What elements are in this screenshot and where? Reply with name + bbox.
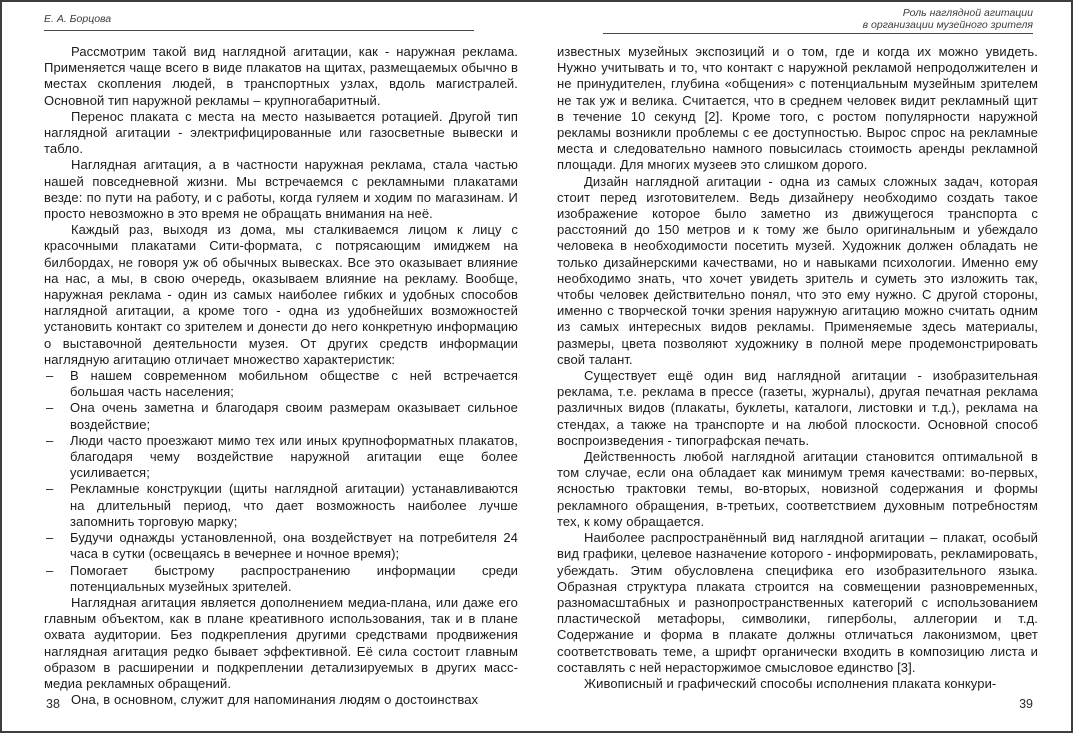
bullet-dash: – — [46, 368, 54, 384]
bullet-text: В нашем современном мобильном обществе с ней встречается большая часть населения; — [70, 368, 518, 400]
bullet-item — [44, 400, 518, 432]
bullet-item — [44, 563, 518, 595]
bullet-item — [44, 530, 518, 562]
page-number-left: 38 — [46, 697, 60, 711]
running-head-title-line1: Роль наглядной агитации — [902, 7, 1033, 19]
bullet-text: Она очень заметна и благодаря своим размерам оказывает сильное воздействие; — [70, 400, 518, 432]
paragraph: Наглядная агитация, а в частности наружная реклама, стала частью нашей повседневной жизни. Мы встречаемся с рекламными плакатами везде: по пути на работу, и с работы, когда гуляем и ходим по магазинам. И просто невозможно в это время не обращать внимания на неё. — [44, 157, 518, 222]
bullet-item — [44, 433, 518, 482]
header-rule-left — [44, 30, 474, 31]
paragraph: Каждый раз, выходя из дома, мы сталкиваемся лицом к лицу с красочными плакатами Сити-формата, с потрясающим имиджем на билбордах, не говоря уж об обычных вывесках. Все это оказывает влияние на нас, а мы, в свою очередь, оказываем влияние на рекламу. Вообще, наружная реклама - один из самых наиболее гибких и удобных способов наглядной агитации, а кроме того - одна из удобнейших возможностей установить контакт со зрителем и донести до него конкретную информацию о выставочной деятельности музея. От других средств информации наглядную агитацию отличает множество характеристик: — [44, 222, 518, 367]
running-head-author: Е. А. Борцова — [44, 13, 112, 25]
bullet-text: Рекламные конструкции (щиты наглядной агитации) устанавливаются на длительный период, что дает возможность наиболее лучше запомнить торговую марку; — [70, 481, 518, 529]
paragraph: Она, в основном, служит для напоминания людям о достоинствах — [71, 692, 479, 708]
bullet-text: Будучи однажды установленной, она воздействует на потребителя 24 часа в сутки (освещаясь в вечернее и ночное время); — [70, 530, 518, 562]
paragraph: известных музейных экспозиций и о том, где и когда их можно увидеть. Нужно учитывать и то, что контакт с наружной рекламой непродолжителен и не принудителен, глубина «общения» с потенциальным музейным зрителем не так уж и велика. Считается, что в среднем человек видит рекламный щит в течение 10 секунд [2]. Кроме того, с ростом популярности наружной рекламы возникли проблемы с ее доступностью. Вырос спрос на рекламные места и следовательно намного повысилась стоимость аренды рекламной площади. Для многих музеев это слишком дорого. — [557, 44, 1038, 173]
running-head-title — [863, 8, 1033, 31]
left-page-text-column — [44, 44, 518, 708]
right-page-text-column — [557, 44, 1038, 692]
paragraph: Дизайн наглядной агитации - одна из самых сложных задач, которая стоит перед изготовителем. Ведь дизайнеру необходимо создать такое изображение которое было заметно из движущегося транспорта с расстояний до 150 метров и к тому же было оригинальным и убеждало человека в необходимости посетить музей. Художник должен обладать не только дизайнерскими качествами, но и навыками психологии. Именно ему необходимо знать, что хочет увидеть зритель и суметь это изложить так, чтобы человек действительно понял, что это ему нужно. С другой стороны, именно с творческой точки зрения наружную агитацию можно считать одним из самых интересных видов рекламы. Применяемые здесь материалы, размеры, цвета позволяют художнику в полной мере продемонстрировать свой талант. — [557, 173, 1038, 367]
bullet-text: Люди часто проезжают мимо тех или иных крупноформатных плакатов, благодаря чему воздействие наружной агитации еще более усиливается; — [70, 432, 518, 481]
bullet-item — [44, 481, 518, 530]
paragraph: Действенность любой наглядной агитации становится оптимальной в том случае, если она обладает как минимум тремя качествами: во-первых, ясностью трактовки темы, во-вторых, новизной содержания и формы рекламного обращения, в-третьих, соответствием духовным потребностям тех, к кому обращается. — [557, 449, 1038, 529]
page-number-right: 39 — [1019, 697, 1033, 711]
bullet-dash: – — [46, 562, 54, 578]
paragraph: Перенос плаката с места на место называется ротацией. Другой тип наглядной агитации - электрифицированные или газосветные вывески и табло. — [44, 108, 518, 157]
bullet-dash: – — [46, 530, 54, 546]
paragraph: Живописный и графический способы исполнения плаката конкури- — [584, 675, 997, 691]
paragraph: Рассмотрим такой вид наглядной агитации, как - наружная реклама. Применяется чаще всего в виде плакатов на щитах, размещаемых обычно в местах скопления людей, в транспортных узлах, вдоль магистралей. Основной тип наружной рекламы – крупногабаритный. — [44, 44, 518, 108]
bullet-text: Помогает быстрому распространению информации среди потенциальных музейных зрителей. — [70, 562, 518, 594]
bullet-dash: – — [46, 400, 54, 416]
bullet-dash: – — [46, 481, 54, 497]
paragraph: Существует ещё один вид наглядной агитации - изобразительная реклама, т.е. реклама в прессе (газеты, журналы), другая печатная реклама различных видов (плакаты, буклеты, каталоги, листовки и т.д.), реклама на стендах, а также на транспорте и на любой плоскости. Основной способ воспроизведения - типографская печать. — [557, 368, 1038, 448]
paragraph: Наглядная агитация является дополнением медиа-плана, или даже его главным объектом, как в плане креативного использования, так и в плане охвата аудитории. Без подкрепления другими средствами продвижения наглядная агитация редко бывает эффективной. Её сила состоит главным образом в расширении и подкреплении детализируемых в других масс-медиа рекламных обращений. — [44, 594, 518, 691]
running-head-title-line2: в организации музейного зрителя — [862, 18, 1033, 31]
header-rule-right — [603, 33, 1033, 34]
bullet-item — [44, 368, 518, 400]
bullet-dash: – — [46, 432, 54, 448]
paragraph: Наиболее распространённый вид наглядной агитации – плакат, особый вид графики, целевое назначение которого - информировать, рекламировать, убеждать. Этим обусловлена специфика его изобразительного языка. Образная структура плаката строится на совмещении разновременных, разномасштабных и разнопространственных категорий с использованием пластической метафоры, символики, гиперболы, аллегории и т.д. Содержание и форма в плакате должны отличаться лаконизмом, цвет соответствовать теме, а шрифт органически входить в композицию листа и составлять с ней нерасторжимое смысловое единство [3]. — [557, 530, 1038, 675]
